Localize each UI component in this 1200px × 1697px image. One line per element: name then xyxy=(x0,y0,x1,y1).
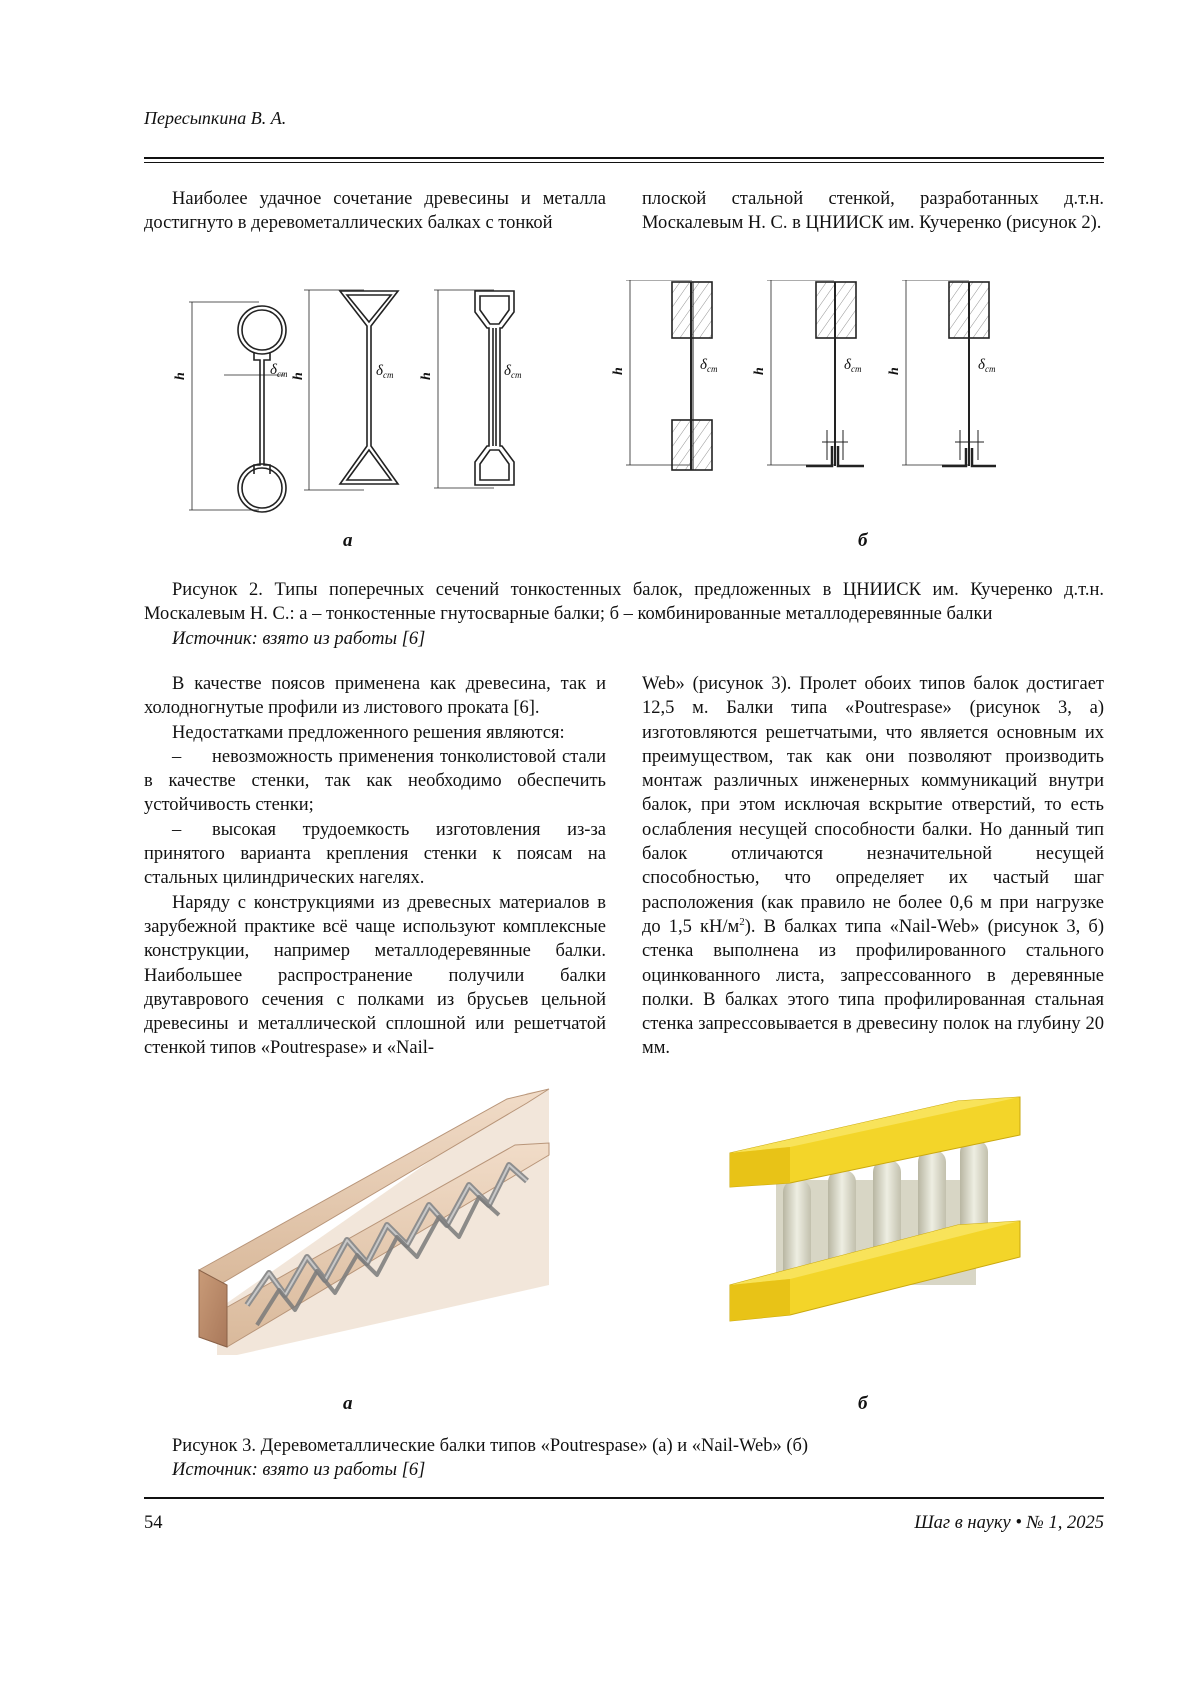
web-thickness-subscript: ст xyxy=(985,364,996,374)
figure-3-sublabel-a: а xyxy=(343,1393,353,1415)
page-number: 54 xyxy=(144,1513,163,1534)
web-thickness-subscript: ст xyxy=(707,364,718,374)
paragraph-beam-types-part1: Web» (рисунок 3). Пролет обоих типов балок достигает 12,5 м. Балки типа «Poutrespase» (рисунок 3, а) изготовляются решетчатыми, что является основным их преимуществом, так как они позволяют производить монтаж различных инженерных коммуникаций внутри балок, при этом исключая вскрытие отверстий, то есть ослабления несущей способности балки. Но данный тип балок отличаются незначительной несущей способностью, что определяет их частый шаг расположения (как правило не более 0,6 м при нагрузке до 1,5 кН/м xyxy=(642,674,1104,937)
section-b2 xyxy=(767,280,864,466)
list-item-drawback-1 xyxy=(144,745,606,818)
web-thickness-symbol: δ xyxy=(376,363,384,379)
intro-right-column xyxy=(642,187,1104,236)
section-b1 xyxy=(626,280,712,470)
web-thickness-symbol: δ xyxy=(844,357,852,373)
dim-h-b1: h xyxy=(611,367,626,375)
dim-h-a3: h xyxy=(419,372,434,380)
paragraph-beam-types xyxy=(642,672,1104,1061)
list-dash: – xyxy=(172,818,212,842)
nail-web-beam-image xyxy=(728,1095,1023,1345)
paragraph-drawbacks-intro: Недостатками предложенного решения являются: xyxy=(144,721,606,745)
section-a1 xyxy=(189,302,286,512)
poutrespase-beam-image xyxy=(197,1085,557,1360)
figure-2-sublabel-a: а xyxy=(343,530,353,552)
figure-2-caption: Рисунок 2. Типы поперечных сечений тонкостенных балок, предложенных в ЦНИИСК им. Кучеренко д.т.н. Москалевым Н. С.: а – тонкостенные гнутосварные балки; б – комбинированные металлодеревянные балки xyxy=(144,578,1104,627)
list-item-text: высокая трудоемкость изготовления из-за принятого варианта крепления стенки к поясам на стальных цилиндрических нагелях. xyxy=(144,820,606,889)
web-thickness-subscript: ст xyxy=(383,370,394,380)
intro-left-column xyxy=(144,187,606,236)
running-header-author: Пересыпкина В. А. xyxy=(144,108,286,129)
paragraph-beam-types-part2: ). В балках типа «Nail-Web» (рисунок 3, б) стенка выполнена из профилированного стального оцинкованного листа, запрессованного в деревянные полки. В балках этого типа профилированная стальная стенка запрессовывается в древесину полок на глубину 20 мм. xyxy=(642,917,1104,1058)
web-thickness-b2 xyxy=(844,357,862,374)
header-rule xyxy=(144,157,1104,163)
web-thickness-a2 xyxy=(376,363,394,380)
dim-h-a1: h xyxy=(173,372,188,380)
intro-paragraph-start: Наиболее удачное сочетание древесины и металла достигнуто в деревометаллических балках с тонкой xyxy=(144,187,606,236)
figure-2-sublabel-b: б xyxy=(858,530,867,552)
web-thickness-b1 xyxy=(700,357,718,374)
dim-h-a2: h xyxy=(291,372,306,380)
web-thickness-b3 xyxy=(978,357,996,374)
list-item-text: невозможность применения тонколистовой стали в качестве стенки, так как необходимо обеспечить устойчивость стенки; xyxy=(144,747,606,816)
footer-rule xyxy=(144,1497,1104,1499)
figure-3-sublabel-b: б xyxy=(858,1393,867,1415)
figure-3-caption-block xyxy=(144,1434,1104,1483)
web-thickness-a1 xyxy=(270,362,288,379)
journal-name: Шаг в науку • № 1, 2025 xyxy=(914,1513,1104,1534)
figure-3-caption: Рисунок 3. Деревометаллические балки типов «Poutrespase» (а) и «Nail-Web» (б) xyxy=(144,1434,1104,1458)
figure-2-drawing xyxy=(144,280,1104,520)
paragraph-foreign-practice: Наряду с конструкциями из древесных материалов в зарубежной практике всё чаще используют комплексные конструкции, например металлодеревянные балки. Наибольшее распространение получили балки двутаврового сечения с полками из брусьев цельной древесины и металлической сплошной или решетчатой стенкой типов «Poutrespase» и «Nail- xyxy=(144,891,606,1061)
figure-3-source: Источник: взято из работы [6] xyxy=(144,1458,1104,1482)
superscript-2: 2 xyxy=(739,916,745,928)
dim-h-b3: h xyxy=(887,367,902,375)
list-dash: – xyxy=(172,745,212,769)
section-b3 xyxy=(902,280,996,466)
body-left-column xyxy=(144,672,606,1061)
figure-2-caption-block xyxy=(144,578,1104,651)
figure-2-source: Источник: взято из работы [6] xyxy=(144,627,1104,651)
dim-h-b2: h xyxy=(752,367,767,375)
web-thickness-symbol: δ xyxy=(978,357,986,373)
intro-paragraph-end: плоской стальной стенкой, разработанных д.т.н. Москалевым Н. С. в ЦНИИСК им. Кучеренко (рисунок 2). xyxy=(642,187,1104,236)
web-thickness-symbol: δ xyxy=(700,357,708,373)
section-a3 xyxy=(434,290,514,488)
body-right-column xyxy=(642,672,1104,1061)
section-a2 xyxy=(304,290,398,490)
paragraph-flanges: В качестве поясов применена как древесина, так и холодногнутые профили из листового проката [6]. xyxy=(144,672,606,721)
web-thickness-subscript: ст xyxy=(277,369,288,379)
web-thickness-subscript: ст xyxy=(511,370,522,380)
web-thickness-subscript: ст xyxy=(851,364,862,374)
web-thickness-symbol: δ xyxy=(504,363,512,379)
list-item-drawback-2 xyxy=(144,818,606,891)
web-thickness-a3 xyxy=(504,363,522,380)
web-thickness-symbol: δ xyxy=(270,362,278,378)
